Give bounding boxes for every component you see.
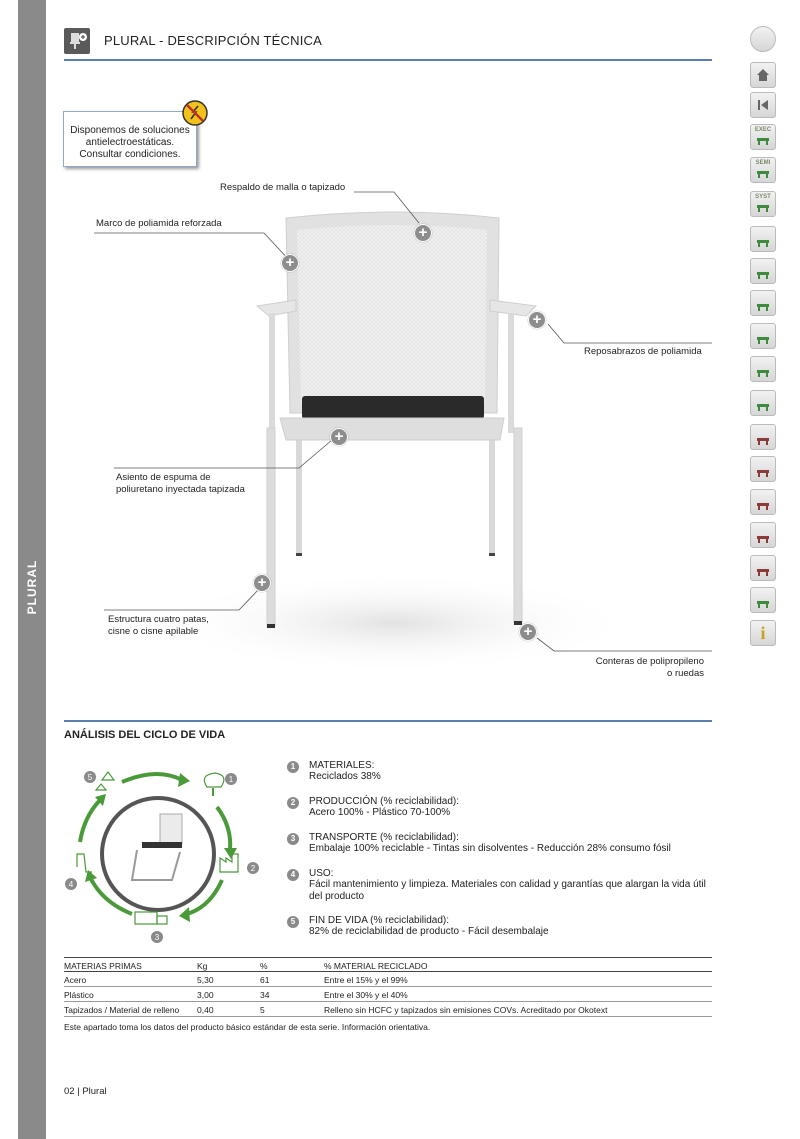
chair-illustration-area [64,78,712,718]
callout-armrests: Reposabrazos de poliamida [584,346,702,357]
callout-glides [564,656,704,680]
hotspot-frame-plus-icon[interactable]: + [281,254,299,272]
cycle-number-4: 4 [68,880,74,889]
cycle-number-1: 1 [228,775,234,784]
callout-seat [116,472,245,496]
callout-structure-line2: cisne o cisne apilable [108,626,199,637]
lca-item-body: Fácil mantenimiento y limpieza. Materiales con calidad y garantías que alargan la vida útil del producto [309,879,706,902]
nav-label: SEMI [755,160,771,166]
lca-item-body: Reciclados 38% [309,771,381,782]
table-cell: 5 [260,1005,265,1015]
callout-backrest: Respaldo de malla o tapizado [220,182,346,193]
table-cell: 61 [260,975,270,985]
lca-item-head: FIN DE VIDA (% reciclabilidad): [309,915,450,926]
task-chair-icon[interactable] [750,424,776,450]
chair-plus-icon [64,28,90,54]
table-cell: Plástico [64,990,94,1000]
logo-icon[interactable] [750,26,776,52]
bench-icon[interactable] [750,522,776,548]
info-icon[interactable] [750,620,776,646]
table-row [64,972,712,987]
table-header: % MATERIAL RECICLADO [324,961,428,971]
lca-item-body: Embalaje 100% reciclable - Tintas sin disolventes - Reducción 28% consumo fósil [309,843,671,854]
callout-glides-line1: Conteras de polipropileno [595,656,704,667]
antistatic-note: Disponemos de soluciones antielectroestáticas. Consultar condiciones. [70,125,190,160]
lca-item-body: 82% de reciclabilidad de producto - Fácil desembalaje [309,926,549,937]
syst-desk-icon[interactable] [750,191,776,217]
lca-rule [64,720,712,722]
callout-glides-line2: o ruedas [667,668,704,679]
table-cell: Entre el 30% y el 40% [324,990,408,1000]
header-rule [64,59,712,61]
lca-item-number: 1 [287,761,299,773]
auditorium-seat-icon[interactable] [750,555,776,581]
table-header: Kg [197,961,208,971]
table-header: MATERIAS PRIMAS [64,961,142,971]
callout-structure [108,614,209,638]
table-cell: 0,40 [197,1005,214,1015]
lca-item-head: TRANSPORTE (% reciclabilidad): [309,832,459,843]
reception-icon[interactable] [750,390,776,416]
callout-structure-line1: Estructura cuatro patas, [108,614,209,625]
lca-item-number: 4 [287,869,299,881]
hotspot-armrests-plus-icon[interactable]: + [528,311,546,329]
office-chair-icon[interactable] [750,456,776,482]
storage-icon[interactable] [750,356,776,382]
nav-label: SYST [755,194,771,200]
exec-desk-icon[interactable] [750,124,776,150]
table-cell: 5,30 [197,975,214,985]
table-cell: Tapizados / Material de relleno [64,1005,180,1015]
chair-side-icon[interactable] [750,323,776,349]
side-band [18,0,46,1139]
cycle-number-3: 3 [154,933,160,942]
page-header [64,26,712,62]
lca-item-head: USO: [309,868,334,879]
home-icon[interactable] [750,62,776,88]
table-cell: 3,00 [197,990,214,1000]
callout-seat-line1: Asiento de espuma de [116,472,211,483]
table-header-row [64,957,712,972]
page-title: PLURAL - DESCRIPCIÓN TÉCNICA [104,33,322,48]
back-to-start-icon[interactable] [750,92,776,118]
nav-label: i [760,622,766,643]
finishes-icon[interactable] [750,587,776,613]
table-row [64,987,712,1002]
page-footer: 02 | Plural [64,1086,107,1097]
lca-item-number: 3 [287,833,299,845]
callout-frame: Marco de poliamida reforzada [96,218,222,229]
table-row [64,1002,712,1017]
table-cell: Entre el 15% y el 99% [324,975,408,985]
nav-label: EXEC [754,127,772,133]
hotspot-backrest-plus-icon[interactable]: + [414,224,432,242]
table-cell: Acero [64,975,87,985]
table-icon[interactable] [750,290,776,316]
cabinet-icon[interactable] [750,258,776,284]
visitor-chair-icon[interactable] [750,489,776,515]
table-header: % [260,961,268,971]
table-cell: Relleno sin HCFC y tapizados sin emisiones COVs. Acreditado por Okotext [324,1005,608,1015]
table-note: Este apartado toma los datos del producto básico estándar de esta serie. Información orientativa. [64,1022,431,1032]
semi-desk-icon[interactable] [750,157,776,183]
lca-item-body: Acero 100% - Plástico 70-100% [309,807,451,818]
materials-table [64,957,712,1017]
hotspot-glides-plus-icon[interactable]: + [519,623,537,641]
meeting-table-icon[interactable] [750,226,776,252]
table-cell: 34 [260,990,270,1000]
lca-item-number: 2 [287,797,299,809]
lca-item-number: 5 [287,916,299,928]
lca-title: ANÁLISIS DEL CICLO DE VIDA [64,729,226,741]
cycle-number-2: 2 [250,864,256,873]
side-band-label: PLURAL [25,559,39,615]
cycle-number-5: 5 [87,773,93,782]
hotspot-seat-plus-icon[interactable]: + [330,428,348,446]
callout-seat-line2: poliuretano inyectada tapizada [116,484,245,495]
life-cycle-diagram [62,762,256,947]
lca-item-head: MATERIALES: [309,760,375,771]
lca-item-head: PRODUCCIÓN (% reciclabilidad): [309,796,460,807]
hotspot-structure-plus-icon[interactable]: + [253,574,271,592]
